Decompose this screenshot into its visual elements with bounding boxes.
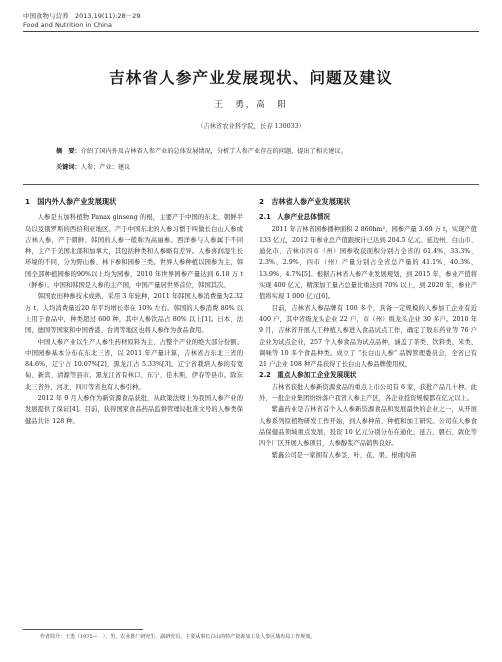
keywords-text: 人参；产业；建议 bbox=[80, 164, 131, 171]
journal-citation: 中国食物与营养 2013,19(11):28－29 bbox=[23, 12, 141, 20]
abstract-text: 介绍了国内外及吉林省人参产业的总体发展情况，分析了人参产业存在的问题，提出了相关建议。 bbox=[80, 148, 347, 155]
abstract-rule bbox=[23, 184, 479, 185]
keywords bbox=[56, 163, 454, 173]
article-authors: 王 勇，高 阳 bbox=[214, 100, 288, 110]
keywords-label: 关键词： bbox=[56, 164, 81, 171]
paragraph: 2011 年吉林省园参播种面积 2 860hm²，园参产量 3.69 万 t，实现产值 133 亿元，2012 年参业总产值跟统计已达到 204.5 亿元。延边州、白山市、通化市、吉林市四市（州）园参收获面积分别占全省的 61.4%、33.3%、2.3%、2.9%，四市（州）产量分别占全省总产量的 41.1%、40.3%、13.9%、4.7%[5]。根据吉林省人参产业发展规划，到 2015 年，参业产值将实现 400 亿元，精深加工量占总量比重达到 70% 以上，到 2020 年，参业产值将实现 1 000 亿元[6]。 bbox=[259, 225, 477, 301]
article-affiliation: （吉林省农业科学院，长春 130033） bbox=[197, 123, 305, 130]
paragraph: 目前，吉林省人参品牌有 100 多个，具备一定规模的人参加工企业有近 400 户，其中省级龙头企业 22 户，市（州）级龙头企业 30 多户。2010 年 9 月，吉林省开展人工种植人参进入食品试点工作，确定了敖东药业等 76 户企业为试点企业，257 个人参食品为试点品种，涵盖了茶类、饮料类、米类、调味等 10 多个食品种类。成立了 “长白山人参” 品牌管理委员会，全省已有 21 户企业 108 种产品获得了长白山人参品牌使用权。 bbox=[259, 304, 477, 369]
right-column bbox=[259, 196, 477, 461]
abstract bbox=[56, 147, 454, 157]
paragraph: 2012 年 9 月人参作为新资源食品获批，从政策法规上为我国人参产业的发展提供了保证[4]。目前，获得国家食品药品监督管理局批准文号的人参类保健品共计 128 种。 bbox=[25, 395, 243, 425]
paragraph: 中国人参产业以生产人参生药材原料为主，占整个产业的绝大部分份额。中国园参基本分布在东北三省，以 2011 年产量计算，吉林省占东北三省的 84.6%，辽宁占 10.07%[2]，黑龙江占 5.33%[3]。辽宁省栽培人参的有宽甸、新宾、清源等县市。黑龙江省有林口、东宁、佳木斯、伊春等县市。除东北三省外，河北、四川等省也有人参引种。 bbox=[25, 338, 243, 391]
author-footnote: 作者简介：王勇（1975— ），男，农业推广研究生，副研究员，主要从事长白山的特产资源加工及人参区域布局工作规划。 bbox=[40, 634, 316, 640]
subsection-heading-2-2: 2.2 重点人参加工企业发展现状 bbox=[259, 371, 357, 380]
header-rule bbox=[23, 31, 479, 32]
journal-english-name: Food and Nutrition in China bbox=[23, 20, 113, 29]
abstract-label: 摘 要： bbox=[56, 148, 81, 155]
paragraph: 人参是五加科植物 Panax ginseng 的根，主要产于中国的东北、朝鲜半岛以及俄罗斯的西伯利亚地区。产于中国东北的人参习惯于叫做长白山人参或吉林人参，产于朝鲜、韩国的人参一般称为高丽参。西洋参与人参属于不同种，主产于美国北部和加拿大，其包括种类和人参略有差异。人参喜润湿生长环境的不同，分为野山参、林下参和园参三类。世界人参种植以园参为主，韩国全部种植园参的90%以上均为园参，2010 年世界园参产量达到 6.18 万 t（鲜参）。中国和韩国是人参的主产国，中国产量居世界首位，韩国其次。 bbox=[25, 214, 243, 290]
article-title: 吉林省人参产业发展现状、问题及建议 bbox=[109, 69, 393, 87]
journal-header bbox=[23, 12, 140, 29]
section-heading-2: 2 吉林省人参产业发展现状 bbox=[259, 197, 351, 206]
footnote-rule bbox=[23, 629, 143, 630]
paragraph: 紫鑫药业是吉林省首个入人参新资源食品和发展最快的企业之一，从开展人参系列原植物研发工作开始，到人参种苗、种植和加工研究。公司在人参食品保健品领域重点发展，投资 10 亿元分别分布在通化、延吉、磐石、敦化等四个厂区开展人参项目，人参醇浆产品销售良好。 bbox=[259, 406, 477, 448]
paragraph: 紫鑫公司是一家拥有人参茎、叶、花、果、根或肉苗 bbox=[271, 451, 417, 459]
paragraph: 韩国农田种参技术成熟，采用 3 年轮种，2011 年韩国人参消费量为2.32 万 t，人均消费量近20 年平均增长率在 10% 左右。韩国的人参消费 80% 以上用于食品中，种类超过 600 种，其中人参饮品占 80% 以上[1]。日本、法国、德国等国家和中国香港、台湾等地区也将人参作为食品食用。 bbox=[25, 293, 243, 335]
section-heading-1: 1 国内外人参产业发展现状 bbox=[25, 197, 117, 206]
subsection-heading-2-1: 2.1 人参产业总体情况 bbox=[259, 213, 331, 222]
left-column bbox=[25, 196, 243, 427]
paragraph: 吉林省获批人参新资源食品的重点上市公司有 6 家，获批产品几十种。此外，一批企业集团纷纷落户我省人参主产区，各企业投资规模都在亿元以上。 bbox=[259, 383, 477, 403]
